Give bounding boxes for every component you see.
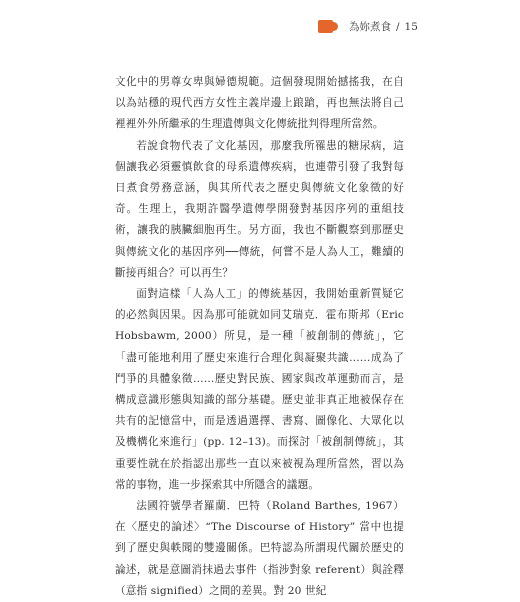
chapter-marker-icon — [318, 20, 333, 33]
page-number: 15 — [404, 20, 418, 33]
paragraph: 面對這樣「人為人工」的傳統基因，我開始重新質疑它的必然與因果。因為那可能就如同艾瑞克．霍布斯邦（Eric Hobsbawm, 2000）所見，是一種「被創制的傳統」，它「盡可能地利用了歷史來進行合理化與凝聚共識……成為了鬥爭的具體象徵……歷史對民族、國家與改革運動而言，是構成意識形態與知識的部分基礎。歷史並非真正地被保存在共有的記憶當中，而是透過選擇、書寫、圖像化、大眾化以及機構化來進行」(pp. 12–13)。而探討「被創制傳統」，其重要性就在於指認出那些一直以來被視為理所當然，習以為常的事物，進一步探索其中所隱含的議題。 — [115, 288, 404, 491]
paragraph: 若說食物代表了文化基因，那麼我所罹患的糖尿病，這個讓我必須靈慎飲食的母系遺傳疾病，也連帶引發了我對每日煮食勞務意涵，與其所代表之歷史與傳統文化象徵的好奇。生理上，我期許醫學遺傳學開發對基因序列的重組技術，讓我的胰臟細胞再生。另方面，我也不斷觀察到那歷史與傳統文化的基因序列──傳統，何嘗不是人為人工，難續的斷接再組合？可以再生？ — [115, 139, 404, 279]
paragraph-continuation: 文化中的男尊女卑與婦德規範。這個發現開始撼搖我，在自以為站穩的現代西方女性主義岸邊上踉蹌，再也無法將自己裡裡外外所繼承的生理遺傳與文化傳統批判得理所當然。 — [115, 76, 404, 131]
header-separator: / — [396, 20, 400, 33]
paragraph: 法國符號學者羅蘭．巴特（Roland Barthes, 1967）在〈歷史的論述〉“The Discourse of History” 當中也提到了歷史與軼聞的雙邊關係。巴特認為所謂現代關於歷史的論述，就是意圖消抹過去事件（指涉對象 referent）與詮釋（意指 signified）之間的差異。對 20 世紀 — [115, 500, 404, 597]
body-text — [115, 72, 404, 602]
running-header — [318, 19, 418, 34]
book-title: 為妳煮食 — [349, 21, 391, 33]
